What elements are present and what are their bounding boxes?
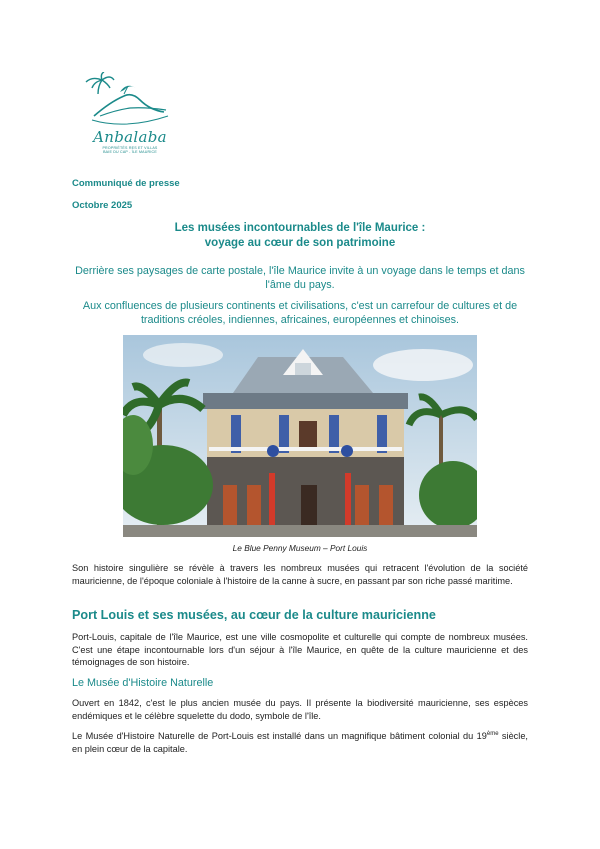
section-heading: Port Louis et ses musées, au cœur de la culture mauricienne: [72, 608, 436, 622]
body-paragraph-4: [72, 730, 528, 755]
body-paragraph-1: Son histoire singulière se révèle à travers les nombreux musées qui retracent l'évolution de la société mauricienne, de l'époque coloniale à l'histoire de la canne à sucre, en passant par son riche passé maritime.: [72, 563, 528, 586]
intro-paragraph-1: Derrière ses paysages de carte postale, l'île Maurice invite à un voyage dans le temps et dans l'âme du pays.: [75, 265, 525, 291]
brand-tagline: [88, 146, 172, 155]
museum-photo: [123, 335, 477, 537]
title-line-1: Les musées incontournables de l'île Maurice :: [174, 222, 426, 234]
brand-logo: [80, 72, 172, 168]
body-paragraph-2: Port-Louis, capitale de l'île Maurice, est une ville cosmopolite et culturelle qui compte de nombreux musées. C'est une étape incontournable lors d'un séjour à l'île Maurice, en quête de la culture mauricienne et des témoignages de son histoire.: [72, 632, 528, 667]
title-line-2: voyage au cœur de son patrimoine: [204, 236, 396, 249]
document-title: [72, 221, 528, 250]
paragraph-4-end: siècle, en plein cœur de la capitale.: [72, 731, 528, 754]
brand-tagline-line1: PROPRIÉTÉS RES ET VILLAS: [102, 146, 158, 150]
century-superscript: ème: [486, 730, 499, 737]
subsection-heading: Le Musée d'Histoire Naturelle: [72, 677, 214, 689]
body-paragraph-3: Ouvert en 1842, c'est le plus ancien musée du pays. Il présente la biodiversité mauricienne, ses espèces endémiques et le célèbre squelette du dodo, symbole de l'île.: [72, 698, 528, 721]
photo-caption: Le Blue Penny Museum – Port Louis: [232, 543, 368, 553]
intro-paragraph-2: Aux confluences de plusieurs continents et civilisations, c'est un carrefour de cultures et de traditions créoles, indiennes, africaines, européennes et chinoises.: [82, 300, 518, 326]
blue-penny-museum-image: [123, 335, 477, 537]
release-date: Octobre 2025: [72, 200, 133, 211]
paragraph-4-start: Le Musée d'Histoire Naturelle de Port-Louis est installé dans un magnifique bâtiment colonial du 19: [72, 731, 487, 741]
press-release-label: Communiqué de presse: [72, 178, 180, 189]
brand-name: Anbalaba: [93, 128, 167, 146]
brand-tagline-line2: BAIE DU CAP - ÎLE MAURICE: [103, 150, 157, 155]
palm-bird-mountain-logo-icon: [80, 72, 172, 132]
